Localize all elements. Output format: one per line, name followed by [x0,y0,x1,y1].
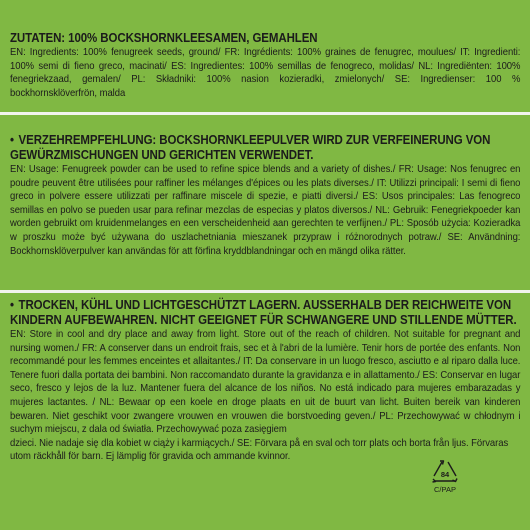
usage-text: EN: Usage: Fenugreek powder can be used to refine spice blends and a variety of dishes./ FR: Usage: Nos fenugrec en poudre peuvent être utilisées pour raffiner les mélanges d'épices ou les plats diverses./ IT: Utilizzi principali: I semi di fieno greco in polvere essere utilizzati per raffinare miscele di spezie, e piatti diversi./ ES: Usos principales: Las fenogreco semillas en polvo se pueden usar para refinar mezclas de especias y platos diversos./ NL: Gebruik: Fenegriekpoeder kan worden gebruikt om kruidenmelanges en een verscheidenheid aan gerechten te verfijnen./ PL: Sposób użycia: Kozieradka w proszku może być używana do uszlachetniania mieszanek przypraw i różnorodnych potraw./ SE: Användning: Bockhornsklöverpulver kan användas för att förfina kryddblandningar och en mängd olika rätter. [10,164,521,257]
usage-heading-line [10,133,518,163]
recycling-number: 84 [440,470,450,479]
recycling-symbol [430,459,460,507]
ingredients-heading: ZUTATEN: 100% BOCKSHORNKLEESAMEN, GEMAHLEN [10,31,318,45]
storage-section [0,298,530,464]
storage-heading: TROCKEN, KÜHL UND LICHTGESCHÜTZT LAGERN. AUSSERHALB DER REICHWEITE VON KINDERN AUFBEWAHREN. NICHT GEEIGNET FÜR SCHWANGERE UND STILLENDE MÜTTER. [10,298,517,327]
section-divider [0,112,530,115]
ingredients-text: EN: Ingredients: 100% fenugreek seeds, ground/ FR: Ingrédients: 100% graines de fenugrec, moulues/ IT: Ingredienti: 100% semi di fieno greco, macinati/ ES: Ingredientes: 100% semillas de fenogreco, molidas/ NL: Ingrediënten: 100% fenegriekzaad, gemalen/ PL: Składniki: 100% nasion kozieradki, zmielonych/ SE: Ingredienser: 100 % bockhornsklöverfrön, malda [10,47,521,99]
storage-heading-line [10,298,518,328]
usage-section [0,133,530,258]
recycling-code: C/PAP [434,485,456,494]
section-divider [0,290,530,293]
usage-heading: VERZEHREMPFEHLUNG: BOCKSHORNKLEEPULVER WIRD ZUR VERFEINERUNG VON GEWÜRZMISCHUNGEN UND GERICHTEN VERWENDET. [10,133,491,162]
storage-text-tail: dzieci. Nie nadaje się dla kobiet w ciąży i karmiących./ SE: Förvara på en sval och torr plats och borta från ljus. Förvaras utom räckhåll för barn. Ej lämplig för gravida och ammande kvinnor. [10,437,509,463]
recycling-triangle-icon [430,459,460,507]
bullet-icon: • [10,298,14,312]
storage-text: EN: Store in cool and dry place and away from light. Store out of the reach of children. Not suitable for pregnant and nursing women./ FR: A conserver dans un endroit frais, sec et à l'abri de la lumière. Tenir hors de portée des enfants. Non recommandé pour les femmes enceintes et allaitantes./ IT: Da conservare in un luogo fresco, asciutto e al riparo dalla luce. Tenere fuori dalla portata dei bambini. Non raccomandato durante la gravidanza e in allattamento./ ES: Conservar en lugar seco, fresco y lejos de la luz. Mantener fuera del alcance de los niños. No está indicado para mujeres embarazadas y mujeres lactantes. / NL: Bewaar op een koele en droge plaats en uit de buurt van licht. Buiten bereik van kinderen bewaren. Niet geschikt voor zwangere vrouwen en vrouwen die borstvoeding geven./ PL: Przechowywać w chłodnym i suchym miejscu, z dala od światła. Przechowywać poza zasięgiem [10,329,521,436]
bullet-icon: • [10,133,14,147]
ingredients-section [0,31,530,100]
